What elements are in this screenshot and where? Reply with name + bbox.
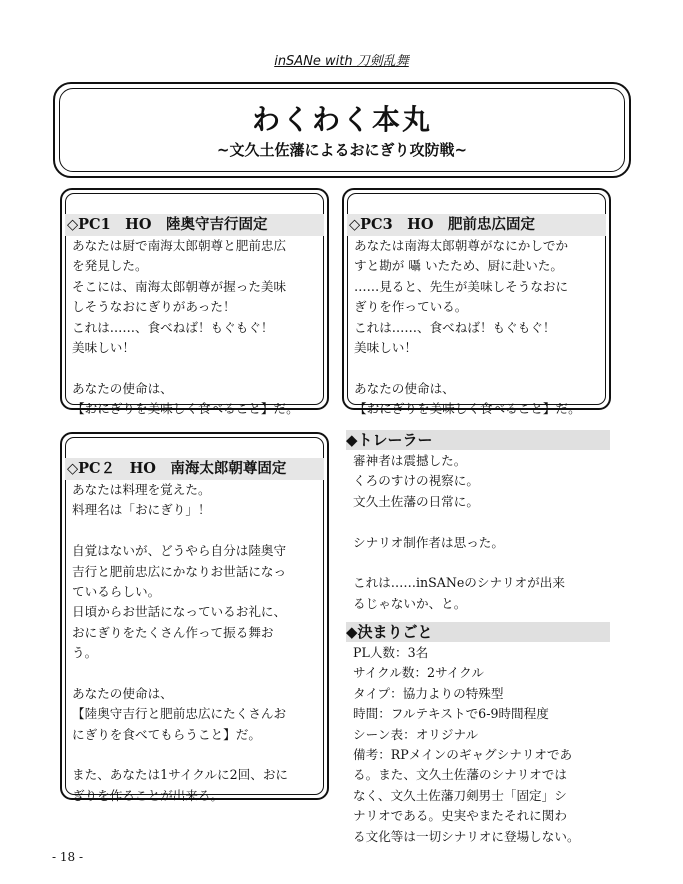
title-frame: [53, 82, 631, 178]
pc1-box: [60, 188, 329, 417]
pc3-body: あなたは南海太郎朝尊がなにかしでか すと勘が 囁 いたため、厨に赴いた。 ……見ると、先生が美味しそうなおに ぎりを作っている。 これは……、食べねば！もぐもぐ！ 美味しい！ あなたの使命は、 【おにぎりを美味しく食べること】だ。: [354, 238, 581, 417]
page-subtitle: ~文久土佐藩によるおにぎり攻防戦~: [216, 141, 468, 159]
trailer-heading: ◆トレーラー: [346, 430, 610, 450]
pc2-body: あなたは料理を覚えた。 料理名は「おにぎり」！ 自覚はないが、どうやら自分は陸奥守 吉行と肥前忠広にかなりお世話になっ ているらしい。 日頃からお世話になっているお礼に、 おにぎりをたくさん作って振る舞お う。 あなたの使命は、 【陸奥守吉行と肥前忠広にたくさんお にぎりを食べてもらうこと】だ。 また、あなたは1サイクルに2回、おに ぎりを作ることが出来る。: [72, 482, 289, 803]
pc2-heading: ◇PC２ HO 南海太郎朝尊固定: [65, 458, 324, 480]
pc2-box: [60, 432, 329, 803]
running-header: inSANe with 刀剣乱舞: [274, 54, 409, 69]
trailer-body: 審神者は震撼した。 くろのすけの視察に。 文久土佐藩の日常に。 シナリオ制作者は思った。 これは……inSANeのシナリオが出来 るじゃないか、と。: [353, 453, 565, 611]
rules-body: PL人数：3名 サイクル数：2サイクル タイプ：協力よりの特殊型 時間：フルテキストで6-9時間程度 シーン表：オリジナル 備考：RPメインのギャグシナリオであ る。また、文久土佐藩のシナリオでは なく、文久土佐藩刀剣男士「固定」シ ナリオである。史実やまたそれに関わ る文化等は一切シナリオに登場しない。: [353, 645, 580, 844]
rules-heading: ◆決まりごと: [346, 622, 610, 642]
pc3-box: [342, 188, 611, 417]
pc3-heading: ◇PC3 HO 肥前忠広固定: [347, 214, 606, 236]
pc1-heading: ◇PC1 HO 陸奥守吉行固定: [65, 214, 324, 236]
pc1-body: あなたは厨で南海太郎朝尊と肥前忠広 を発見した。 そこには、南海太郎朝尊が握った美味 しそうなおにぎりがあった！ これは……、食べねば！もぐもぐ！ 美味しい！ あなたの使命は、 【おにぎりを美味しく食べること】だ。: [72, 238, 299, 417]
page-title: わくわく本丸: [251, 103, 432, 136]
page-number: - 18 -: [52, 850, 84, 864]
